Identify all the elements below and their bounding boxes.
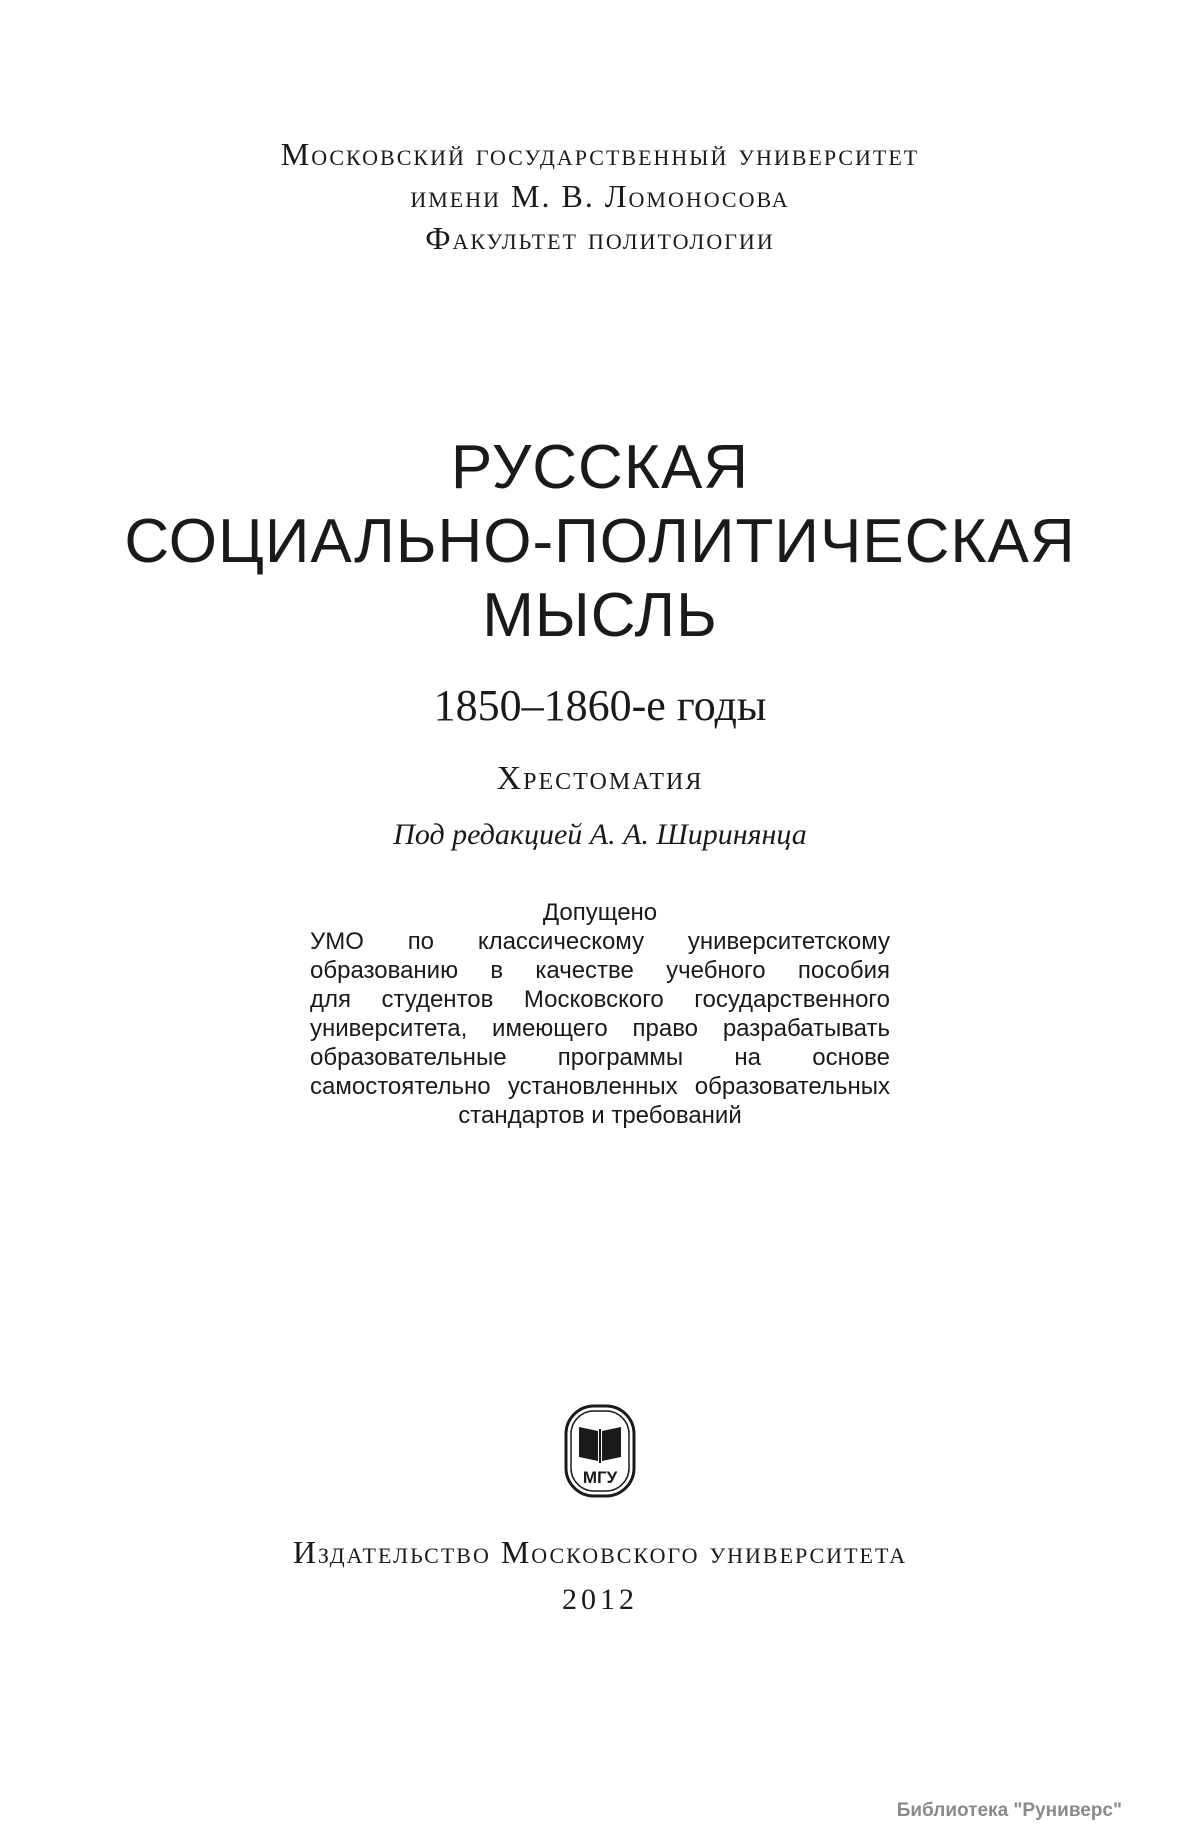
approval-line: образованию в качестве учебного пособия	[310, 957, 890, 984]
msu-book-logo-icon	[563, 1403, 637, 1499]
logo-text: МГУ	[582, 1468, 618, 1487]
university-name: Московский государственный университет	[280, 136, 920, 172]
approval-line: самостоятельно установленных образовательных	[310, 1073, 890, 1100]
library-watermark: Библиотека "Руниверс"	[896, 1800, 1122, 1821]
book-title-line-2: СОЦИАЛЬНО-ПОЛИТИЧЕСКАЯ	[124, 507, 1076, 576]
book-subtitle-years: 1850–1860-е годы	[433, 681, 767, 730]
approval-line: для студентов Московского государственного	[310, 986, 890, 1013]
publication-year: 2012	[562, 1583, 638, 1616]
publisher-name: Издательство Московского университета	[292, 1534, 908, 1570]
approval-line: стандартов и требований	[458, 1102, 742, 1129]
book-genre: Хрестоматия	[496, 760, 704, 797]
book-title-line-1: РУССКАЯ	[450, 433, 750, 502]
book-title-line-3: МЫСЛЬ	[482, 581, 718, 650]
approval-line: УМО по классическому университетскому	[310, 928, 890, 955]
approval-notice	[310, 898, 890, 1130]
approval-line: университета, имеющего право разрабатывать	[310, 1015, 890, 1042]
approval-line: образовательные программы на основе	[310, 1044, 890, 1071]
faculty-name: Факультет политологии	[425, 220, 775, 256]
approval-line: Допущено	[542, 899, 658, 926]
university-named-after: имени М. В. Ломоносова	[410, 178, 790, 214]
book-editor: Под редакцией А. А. Ширинянца	[393, 818, 807, 851]
